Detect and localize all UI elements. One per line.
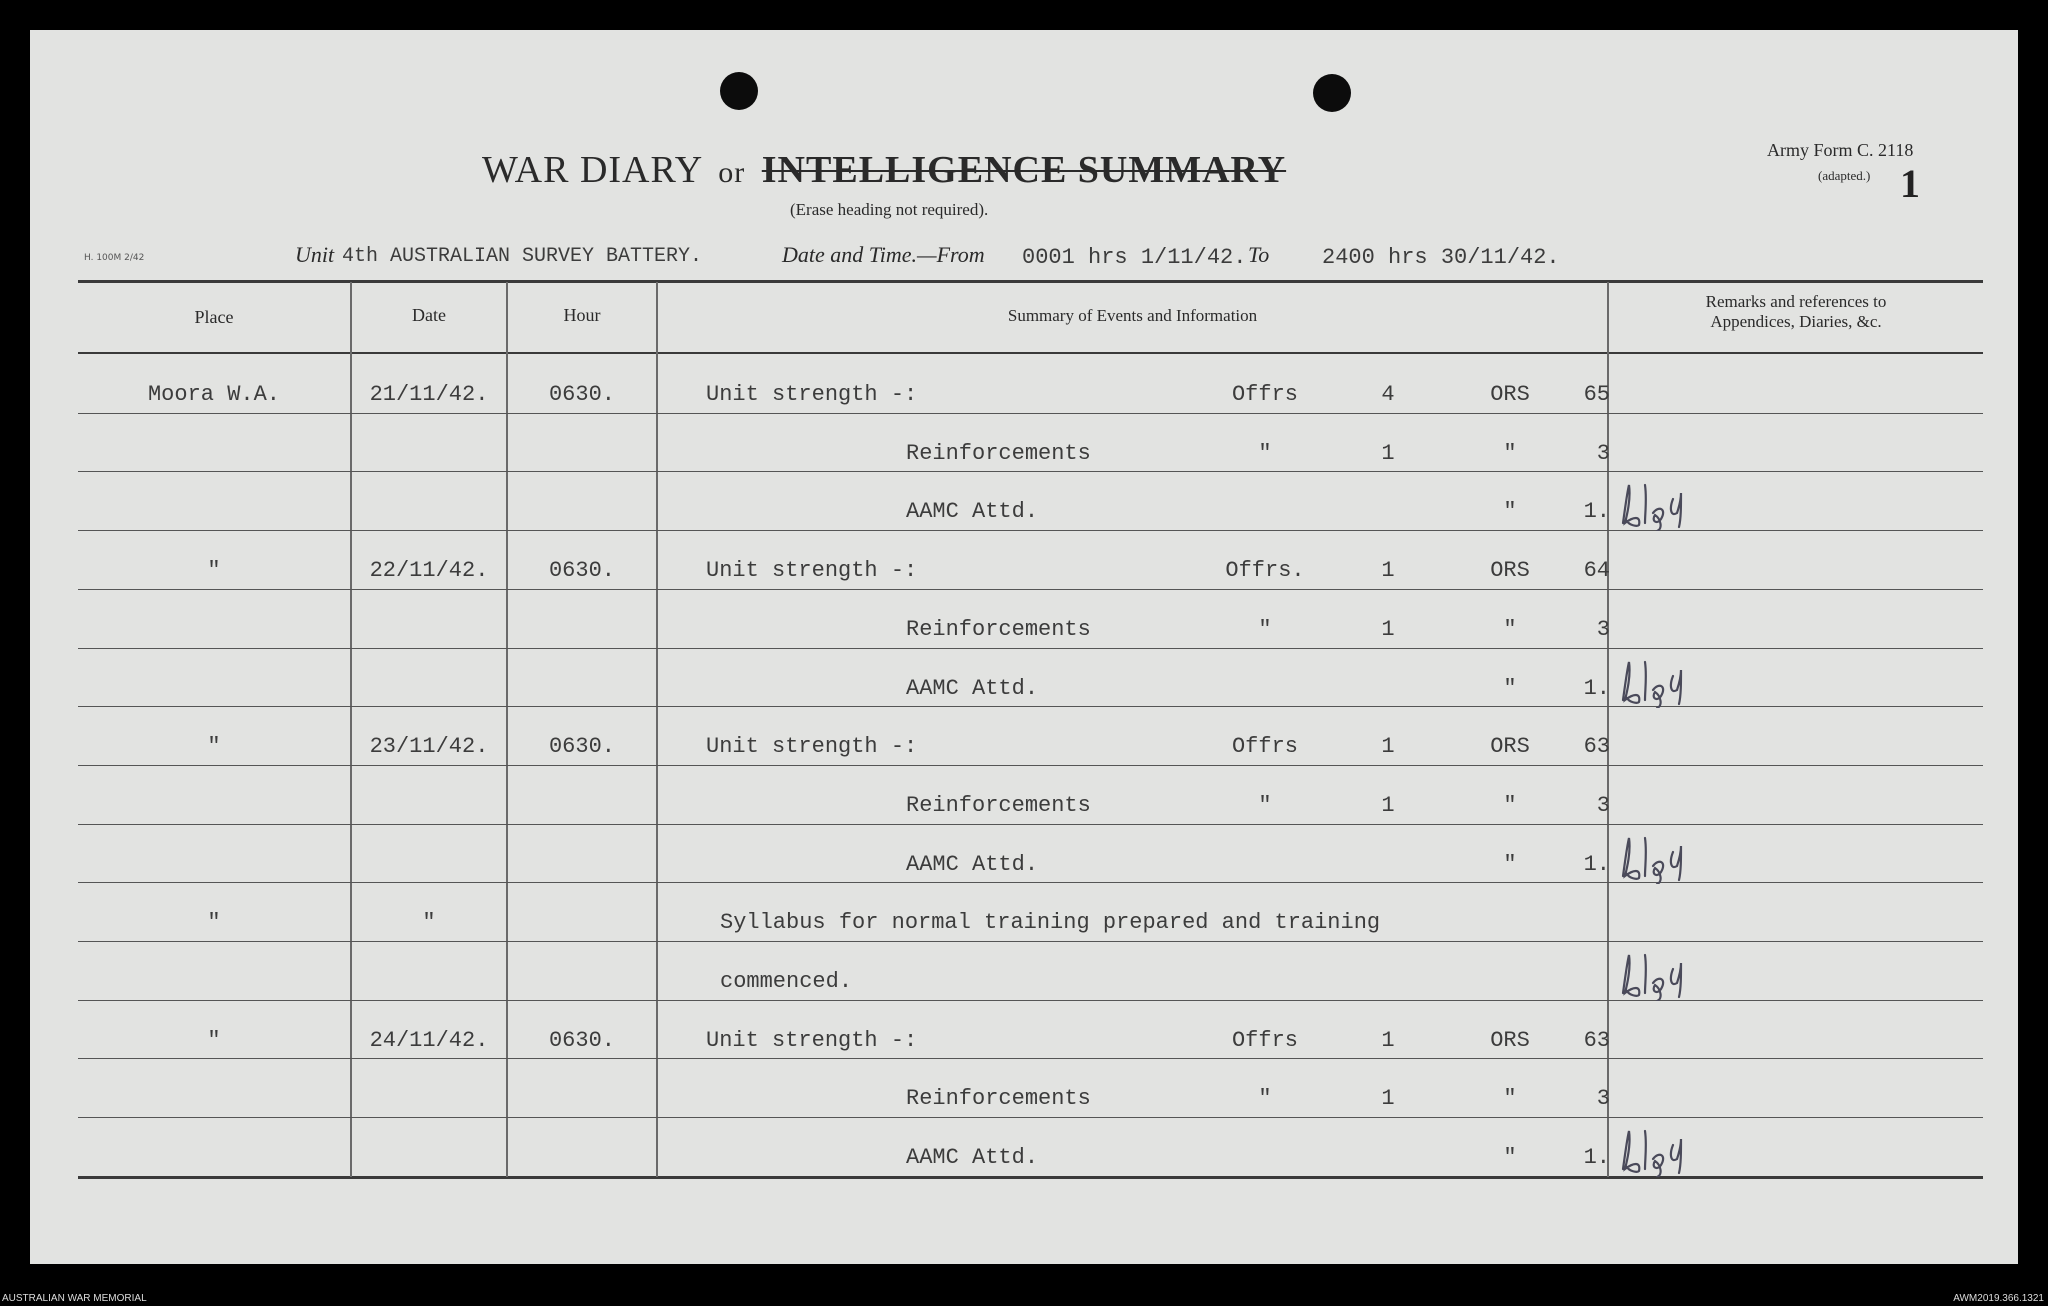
entry-date: 23/11/42.	[369, 734, 489, 760]
entry-offrs-count: 1	[1381, 558, 1395, 584]
column-header-hour: Hour	[563, 305, 601, 325]
datetime-label: Date and Time.—From	[782, 242, 985, 267]
entry-ors-count: 3	[1596, 440, 1610, 466]
entry-ors-label: "	[1503, 675, 1517, 701]
entry-hour: 0630.	[548, 558, 615, 584]
entry-place: "	[207, 734, 221, 760]
erase-note: (Erase heading not required).	[790, 200, 989, 219]
unit-value: 4th AUSTRALIAN SURVEY BATTERY.	[342, 245, 703, 268]
entry-place: "	[207, 910, 221, 936]
entry-offrs-label: "	[1258, 440, 1272, 466]
column-header-place: Place	[194, 307, 234, 327]
header-bottom-border	[78, 352, 1983, 354]
row-rule	[78, 648, 1983, 649]
entry-offrs-label: "	[1258, 1086, 1272, 1112]
entry-ors-label: "	[1503, 440, 1517, 466]
entry-offrs-label: Offrs	[1231, 382, 1298, 407]
remarks-header-line1: Remarks and references to	[1705, 292, 1887, 311]
footer-left: AUSTRALIAN WAR MEMORIAL	[2, 1293, 147, 1304]
row-rule	[78, 413, 1983, 414]
remarks-header-line2: Appendices, Diaries, &c.	[1710, 312, 1882, 331]
entry-offrs-count: 1	[1381, 1086, 1395, 1112]
punch-hole	[720, 72, 758, 110]
entry-ors-count: 3	[1596, 616, 1610, 642]
handwritten-initials	[1615, 656, 1699, 708]
entry-hour: 0630.	[548, 734, 615, 760]
entry-offrs-label: Offrs	[1231, 734, 1298, 760]
entry-summary-label: Unit strength -:	[706, 1027, 918, 1053]
entry-summary-text: commenced.	[720, 969, 853, 994]
entry-date: "	[422, 910, 436, 936]
entry-place: Moora W.A.	[147, 382, 281, 407]
entry-offrs-count: 1	[1381, 792, 1395, 818]
entry-ors-label: ORS	[1490, 734, 1530, 760]
from-value: 0001 hrs 1/11/42.	[1022, 245, 1247, 270]
entry-ors-label: "	[1503, 1145, 1517, 1171]
entry-ors-label: "	[1503, 499, 1517, 525]
entry-offrs-count: 1	[1381, 734, 1395, 760]
table-top-border	[78, 280, 1983, 283]
entry-ors-label: ORS	[1490, 558, 1530, 584]
entry-date: 24/11/42.	[369, 1027, 489, 1053]
entry-place: "	[207, 558, 221, 584]
entry-hour: 0630.	[548, 382, 615, 407]
entry-offrs-count: 4	[1381, 382, 1395, 407]
entry-summary-label: AAMC Attd.	[906, 1145, 1039, 1171]
entry-summary-text: Syllabus for normal training prepared and training	[720, 910, 1381, 936]
entry-summary-label: AAMC Attd.	[906, 675, 1039, 701]
entry-ors-count: 3	[1596, 1086, 1610, 1112]
handwritten-initials	[1615, 479, 1699, 531]
footer-right: AWM2019.366.1321	[1953, 1293, 2044, 1304]
entry-summary-label: AAMC Attd.	[906, 851, 1039, 877]
entry-summary-label: Reinforcements	[906, 440, 1091, 466]
entry-summary-label: AAMC Attd.	[906, 499, 1039, 525]
entry-ors-count: 3	[1596, 792, 1610, 818]
row-rule	[78, 1058, 1983, 1059]
row-rule	[78, 824, 1983, 825]
entry-place: "	[207, 1027, 221, 1053]
entry-ors-label: ORS	[1490, 382, 1530, 407]
entry-ors-count: 64	[1583, 558, 1610, 584]
print-code: H. 100M 2/42	[84, 253, 145, 263]
entry-summary-label: Reinforcements	[906, 1086, 1091, 1112]
entry-ors-label: "	[1503, 616, 1517, 642]
entry-summary-label: Unit strength -:	[706, 382, 918, 407]
entry-offrs-count: 1	[1381, 1027, 1395, 1053]
entry-ors-label: "	[1503, 792, 1517, 818]
diary-sheet	[30, 30, 2018, 1264]
title-or: or	[718, 156, 746, 189]
entry-ors-count: 1.	[1583, 675, 1610, 701]
entry-offrs-count: 1	[1381, 616, 1395, 642]
unit-label: Unit	[295, 242, 335, 267]
row-rule	[78, 471, 1983, 472]
entry-ors-count: 63	[1583, 734, 1610, 760]
row-rule	[78, 589, 1983, 590]
to-label: To	[1248, 242, 1270, 267]
row-rule	[78, 765, 1983, 766]
punch-hole	[1313, 74, 1351, 112]
handwritten-initials	[1615, 949, 1699, 1001]
column-header-summary: Summary of Events and Information	[1007, 306, 1258, 325]
form-adapted: (adapted.)	[1818, 168, 1871, 183]
entry-offrs-label: "	[1258, 616, 1272, 642]
entry-offrs-label: "	[1258, 792, 1272, 818]
to-value: 2400 hrs 30/11/42.	[1322, 245, 1560, 270]
entry-ors-count: 1.	[1583, 1145, 1610, 1171]
entry-date: 22/11/42.	[369, 558, 489, 584]
entry-ors-label: "	[1503, 1086, 1517, 1112]
handwritten-page-number: 1	[1900, 161, 1920, 206]
entry-ors-label: "	[1503, 851, 1517, 877]
handwritten-initials	[1615, 832, 1699, 884]
page-title	[482, 148, 1286, 192]
entry-summary-label: Reinforcements	[906, 616, 1091, 642]
entry-date: 21/11/42.	[369, 382, 489, 407]
entry-offrs-label: Offrs.	[1225, 558, 1305, 584]
entry-ors-count: 1.	[1583, 851, 1610, 877]
entry-ors-count: 65	[1583, 382, 1610, 407]
column-header-remarks	[1609, 292, 1983, 332]
entry-summary-label: Unit strength -:	[706, 734, 918, 760]
title-struck: INTELLIGENCE SUMMARY	[761, 149, 1287, 191]
entry-summary-label: Reinforcements	[906, 792, 1091, 818]
entry-offrs-label: Offrs	[1231, 1027, 1298, 1053]
entry-summary-label: Unit strength -:	[706, 558, 918, 584]
form-number-line: Army Form C. 2118	[1767, 140, 1914, 160]
entry-offrs-count: 1	[1381, 440, 1395, 466]
row-rule	[78, 1117, 1983, 1118]
entry-ors-label: ORS	[1490, 1027, 1530, 1053]
handwritten-initials	[1615, 1125, 1699, 1177]
title-main: WAR DIARY	[482, 149, 702, 191]
entry-ors-count: 63	[1583, 1027, 1610, 1053]
entry-hour: 0630.	[548, 1027, 615, 1053]
row-rule	[78, 941, 1983, 942]
column-divider	[656, 282, 658, 1177]
entry-ors-count: 1.	[1583, 499, 1610, 525]
column-header-date: Date	[412, 305, 446, 325]
